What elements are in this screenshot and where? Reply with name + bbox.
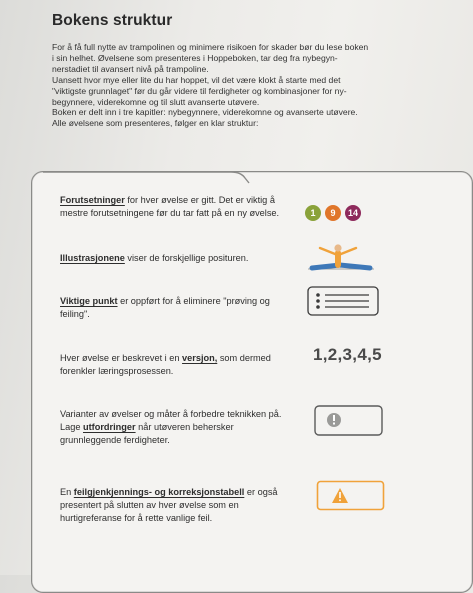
level-badge-14-label: 14 [347,208,358,218]
term-error-table: feilgjenkjennings- og korreksjonstabell [73,487,245,497]
intro-paragraph-3: Boken er delt inn i tre kapitler: nybegynnere, viderekomne og avanserte utøvere. Alle øvelsene som presenteres, følger en klar struktur: [52,107,358,129]
term-challenges: utfordringer [83,422,136,432]
row-key-points [60,295,295,321]
term-illustrations: Illustrasjonene [60,253,125,263]
info-box-icon [314,405,384,437]
level-badge-9 [325,205,341,221]
step-numbers: 1,2,3,4,5 [313,345,382,364]
intro-paragraph-2: Uansett hvor mye eller lite du har hoppet, vil det være klokt å starte med det "viktigste grunnlaget" før du går videre til ferdigheter og kombinasjoner for ny-begynnere, viderekomne og til slutt avanserte utøvere. [52,74,347,107]
row-error-table [60,486,300,525]
gymnast-split-icon [302,243,380,273]
level-badge-1-label: 1 [310,208,316,218]
level-badge-14 [345,205,361,221]
row-illustrations [60,252,290,265]
row-version-pre: Hver øvelse er beskrevet i en [60,353,183,363]
term-version: versjon, [182,353,218,363]
intro-paragraph-1: For å få full nytte av trampolinen og minimere risikoen for skader bør du lese boken i sin helhet. Øvelsene som presenteres i Hoppeboken, tar deg fra nybegyn-nerstadiet til avansert nivå på trampoline. [52,42,369,74]
row-key-points-text: er oppført for å eliminere "prøving og feiling". [60,296,270,319]
row-error-table-text: er også presentert på slutten av hver øvelse som en hurtigreferanse for å rette vanlige feil. [60,487,278,523]
term-prerequisites: Forutsetninger [60,195,125,205]
level-badges [305,205,361,221]
term-key-points: Viktige punkt [60,296,118,306]
level-badge-9-label: 9 [330,208,336,218]
row-challenges [60,408,292,447]
row-prerequisites [60,194,290,220]
row-version [60,352,300,378]
row-prerequisites-text: for hver øvelse er gitt. Det er viktig å mestre forutsetningene før du tar fatt på en ny øvelse. [60,195,280,218]
row-challenges-pre: Varianter av øvelser og måter å forbedre teknikken på. Lage [60,409,282,432]
structure-card [31,171,473,593]
warning-box-icon [316,480,386,512]
row-version-text: som dermed forenkler læringsprosessen. [60,353,271,376]
page-title: Bokens struktur [52,12,173,29]
level-badge-1 [305,205,321,221]
row-error-table-pre: En [60,487,74,497]
list-card-icon [307,286,379,316]
row-illustrations-text: viser de forskjellige posituren. [124,253,249,263]
row-challenges-text: når utøveren behersker grunnleggende ferdigheter. [60,422,234,445]
intro-text [52,42,370,129]
